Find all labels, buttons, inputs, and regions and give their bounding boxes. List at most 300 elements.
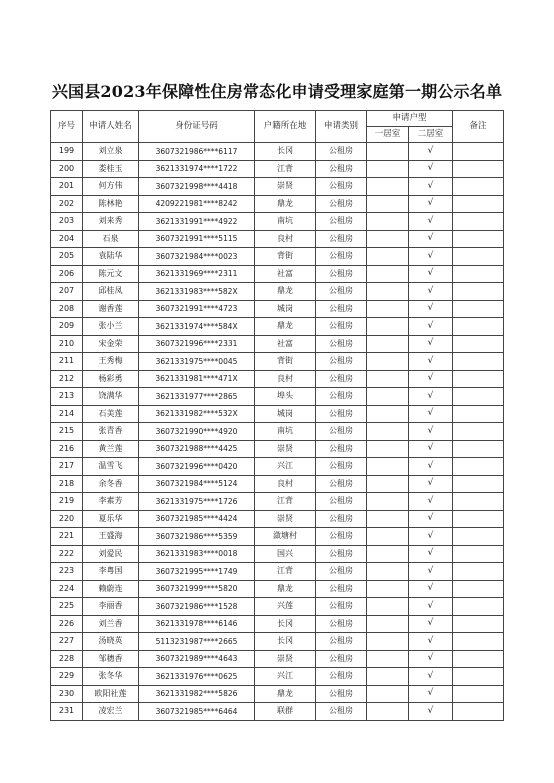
cell-origin: 鼎龙 [255, 318, 316, 336]
cell-remark [453, 370, 504, 388]
cell-id-number: 4209221981****8242 [139, 195, 255, 213]
table-row [51, 458, 504, 476]
cell-category: 公租房 [316, 545, 367, 563]
cell-two-room: √ [409, 615, 453, 633]
table-row [51, 178, 504, 196]
cell-no: 204 [51, 230, 83, 248]
cell-origin: 联群 [255, 703, 316, 721]
cell-category: 公租房 [316, 528, 367, 546]
cell-two-room: √ [409, 545, 453, 563]
cell-one-room [367, 458, 409, 476]
cell-one-room [367, 475, 409, 493]
cell-category: 公租房 [316, 563, 367, 581]
cell-two-room: √ [409, 528, 453, 546]
cell-origin: 良村 [255, 230, 316, 248]
cell-id-number: 3621331983****582X [139, 283, 255, 301]
cell-id-number: 3607321998****4418 [139, 178, 255, 196]
table-row [51, 405, 504, 423]
cell-two-room: √ [409, 458, 453, 476]
cell-no: 220 [51, 510, 83, 528]
cell-category: 公租房 [316, 353, 367, 371]
cell-two-room: √ [409, 195, 453, 213]
cell-two-room: √ [409, 510, 453, 528]
cell-one-room [367, 230, 409, 248]
table-row [51, 300, 504, 318]
cell-name: 夏乐华 [83, 510, 139, 528]
cell-name: 李丽香 [83, 598, 139, 616]
table-header [51, 111, 504, 143]
cell-one-room [367, 685, 409, 703]
cell-origin: 鼎龙 [255, 685, 316, 703]
cell-one-room [367, 423, 409, 441]
cell-category: 公租房 [316, 440, 367, 458]
cell-name: 谢香莲 [83, 300, 139, 318]
cell-id-number: 3621331975****0045 [139, 353, 255, 371]
cell-name: 刘立泉 [83, 143, 139, 161]
cell-id-number: 3621331978****6146 [139, 615, 255, 633]
cell-name: 杨彩勇 [83, 370, 139, 388]
cell-remark [453, 598, 504, 616]
cell-origin: 长冈 [255, 615, 316, 633]
cell-origin: 崇贤 [255, 440, 316, 458]
cell-one-room [367, 195, 409, 213]
table-row [51, 230, 504, 248]
cell-one-room [367, 405, 409, 423]
cell-origin: 鼎龙 [255, 195, 316, 213]
cell-one-room [367, 650, 409, 668]
cell-no: 216 [51, 440, 83, 458]
cell-two-room: √ [409, 300, 453, 318]
cell-one-room [367, 283, 409, 301]
cell-two-room: √ [409, 213, 453, 231]
cell-id-number: 3607321986****1528 [139, 598, 255, 616]
cell-name: 黄兰莲 [83, 440, 139, 458]
cell-name: 娄桂玉 [83, 160, 139, 178]
cell-origin: 埠头 [255, 388, 316, 406]
cell-origin: 崇贤 [255, 178, 316, 196]
table-row [51, 318, 504, 336]
cell-category: 公租房 [316, 685, 367, 703]
cell-two-room: √ [409, 353, 453, 371]
cell-id-number: 3621331982****5826 [139, 685, 255, 703]
cell-no: 214 [51, 405, 83, 423]
cell-id-number: 3607321999****5820 [139, 580, 255, 598]
cell-origin: 良村 [255, 475, 316, 493]
cell-name: 石美莲 [83, 405, 139, 423]
cell-remark [453, 650, 504, 668]
cell-one-room [367, 265, 409, 283]
cell-one-room [367, 353, 409, 371]
header-two-room: 二居室 [409, 127, 453, 143]
cell-one-room [367, 318, 409, 336]
table-row [51, 248, 504, 266]
cell-name: 宋金荣 [83, 335, 139, 353]
cell-name: 刘爱民 [83, 545, 139, 563]
cell-one-room [367, 160, 409, 178]
cell-no: 212 [51, 370, 83, 388]
cell-name: 石泉 [83, 230, 139, 248]
cell-name: 赖蔚连 [83, 580, 139, 598]
cell-origin: 崇贤 [255, 510, 316, 528]
cell-two-room: √ [409, 370, 453, 388]
cell-remark [453, 458, 504, 476]
cell-name: 李粤国 [83, 563, 139, 581]
cell-no: 229 [51, 668, 83, 686]
cell-no: 223 [51, 563, 83, 581]
table-row [51, 598, 504, 616]
cell-one-room [367, 370, 409, 388]
cell-remark [453, 563, 504, 581]
cell-origin: 背街 [255, 353, 316, 371]
cell-remark [453, 405, 504, 423]
cell-name: 凌宏兰 [83, 703, 139, 721]
cell-one-room [367, 178, 409, 196]
cell-one-room [367, 510, 409, 528]
cell-category: 公租房 [316, 475, 367, 493]
cell-id-number: 3621331982****532X [139, 405, 255, 423]
cell-name: 张小兰 [83, 318, 139, 336]
cell-origin: 鼎龙 [255, 283, 316, 301]
cell-category: 公租房 [316, 283, 367, 301]
table-row [51, 423, 504, 441]
cell-name: 王盛海 [83, 528, 139, 546]
cell-no: 219 [51, 493, 83, 511]
cell-one-room [367, 248, 409, 266]
table-row [51, 195, 504, 213]
cell-category: 公租房 [316, 668, 367, 686]
cell-one-room [367, 388, 409, 406]
cell-id-number: 3607321989****4643 [139, 650, 255, 668]
cell-two-room: √ [409, 440, 453, 458]
table-row [51, 160, 504, 178]
cell-no: 199 [51, 143, 83, 161]
cell-remark [453, 668, 504, 686]
cell-one-room [367, 703, 409, 721]
cell-origin: 长冈 [255, 143, 316, 161]
cell-category: 公租房 [316, 195, 367, 213]
cell-no: 230 [51, 685, 83, 703]
cell-name: 张青香 [83, 423, 139, 441]
table-row [51, 143, 504, 161]
cell-remark [453, 160, 504, 178]
cell-no: 231 [51, 703, 83, 721]
table-row [51, 615, 504, 633]
cell-remark [453, 528, 504, 546]
cell-name: 刘兰香 [83, 615, 139, 633]
table-row [51, 563, 504, 581]
cell-no: 217 [51, 458, 83, 476]
cell-origin: 兴莲 [255, 598, 316, 616]
cell-two-room: √ [409, 493, 453, 511]
cell-no: 227 [51, 633, 83, 651]
cell-two-room: √ [409, 650, 453, 668]
document-title: 兴国县2023年保障性住房常态化申请受理家庭第一期公示名单 [51, 82, 503, 101]
cell-category: 公租房 [316, 143, 367, 161]
table-row [51, 580, 504, 598]
table-row [51, 650, 504, 668]
cell-one-room [367, 143, 409, 161]
cell-category: 公租房 [316, 423, 367, 441]
cell-origin: 兴江 [255, 668, 316, 686]
cell-no: 202 [51, 195, 83, 213]
cell-no: 208 [51, 300, 83, 318]
cell-id-number: 3607321991****4723 [139, 300, 255, 318]
cell-no: 221 [51, 528, 83, 546]
cell-two-room: √ [409, 160, 453, 178]
cell-id-number: 3607321984****0023 [139, 248, 255, 266]
cell-remark [453, 318, 504, 336]
cell-id-number: 3621331974****1722 [139, 160, 255, 178]
cell-category: 公租房 [316, 458, 367, 476]
cell-no: 211 [51, 353, 83, 371]
table-row [51, 283, 504, 301]
cell-two-room: √ [409, 685, 453, 703]
cell-remark [453, 510, 504, 528]
cell-remark [453, 493, 504, 511]
cell-name: 邱桂凤 [83, 283, 139, 301]
cell-category: 公租房 [316, 213, 367, 231]
header-layout-group: 申请户型 [367, 111, 453, 127]
cell-remark [453, 143, 504, 161]
cell-one-room [367, 213, 409, 231]
cell-remark [453, 300, 504, 318]
cell-origin: 南坑 [255, 213, 316, 231]
cell-remark [453, 353, 504, 371]
cell-no: 210 [51, 335, 83, 353]
header-no: 序号 [51, 111, 83, 143]
header-category: 申请类别 [316, 111, 367, 143]
cell-two-room: √ [409, 475, 453, 493]
table-row [51, 388, 504, 406]
cell-id-number: 3621331991****4922 [139, 213, 255, 231]
header-remark: 备注 [453, 111, 504, 143]
cell-remark [453, 440, 504, 458]
cell-category: 公租房 [316, 405, 367, 423]
cell-no: 224 [51, 580, 83, 598]
cell-remark [453, 475, 504, 493]
cell-id-number: 5113231987****2665 [139, 633, 255, 651]
cell-category: 公租房 [316, 178, 367, 196]
cell-name: 张冬华 [83, 668, 139, 686]
cell-id-number: 3607321996****2331 [139, 335, 255, 353]
cell-remark [453, 388, 504, 406]
table-row [51, 510, 504, 528]
cell-origin: 潋塘村 [255, 528, 316, 546]
cell-remark [453, 283, 504, 301]
cell-origin: 江背 [255, 160, 316, 178]
cell-id-number: 3607321985****6464 [139, 703, 255, 721]
cell-id-number: 3607321986****5359 [139, 528, 255, 546]
cell-name: 陈林艳 [83, 195, 139, 213]
cell-origin: 社富 [255, 265, 316, 283]
cell-two-room: √ [409, 563, 453, 581]
cell-id-number: 3621331976****0625 [139, 668, 255, 686]
table-row [51, 545, 504, 563]
cell-one-room [367, 440, 409, 458]
cell-remark [453, 195, 504, 213]
cell-two-room: √ [409, 318, 453, 336]
cell-one-room [367, 615, 409, 633]
cell-name: 饶满华 [83, 388, 139, 406]
cell-category: 公租房 [316, 230, 367, 248]
cell-two-room: √ [409, 423, 453, 441]
cell-category: 公租房 [316, 598, 367, 616]
cell-two-room: √ [409, 668, 453, 686]
table-row [51, 353, 504, 371]
cell-two-room: √ [409, 283, 453, 301]
cell-origin: 江背 [255, 493, 316, 511]
cell-category: 公租房 [316, 388, 367, 406]
cell-name: 余冬香 [83, 475, 139, 493]
cell-remark [453, 685, 504, 703]
cell-origin: 城岗 [255, 405, 316, 423]
header-one-room: 一居室 [367, 127, 409, 143]
cell-no: 206 [51, 265, 83, 283]
cell-no: 200 [51, 160, 83, 178]
cell-name: 陈元文 [83, 265, 139, 283]
cell-one-room [367, 598, 409, 616]
cell-one-room [367, 545, 409, 563]
table-row [51, 493, 504, 511]
cell-id-number: 3621331977****2865 [139, 388, 255, 406]
cell-origin: 长冈 [255, 633, 316, 651]
table-row [51, 703, 504, 721]
cell-no: 215 [51, 423, 83, 441]
cell-one-room [367, 633, 409, 651]
cell-category: 公租房 [316, 300, 367, 318]
cell-category: 公租房 [316, 370, 367, 388]
cell-origin: 良村 [255, 370, 316, 388]
cell-id-number: 3607321996****0420 [139, 458, 255, 476]
cell-id-number: 3621331981****471X [139, 370, 255, 388]
cell-category: 公租房 [316, 633, 367, 651]
header-name: 申请人姓名 [83, 111, 139, 143]
cell-category: 公租房 [316, 510, 367, 528]
table-row [51, 633, 504, 651]
cell-two-room: √ [409, 703, 453, 721]
cell-no: 205 [51, 248, 83, 266]
cell-two-room: √ [409, 230, 453, 248]
cell-no: 213 [51, 388, 83, 406]
cell-category: 公租房 [316, 265, 367, 283]
cell-name: 王秀梅 [83, 353, 139, 371]
cell-category: 公租房 [316, 615, 367, 633]
cell-remark [453, 545, 504, 563]
cell-remark [453, 265, 504, 283]
cell-remark [453, 580, 504, 598]
cell-category: 公租房 [316, 493, 367, 511]
cell-no: 207 [51, 283, 83, 301]
cell-category: 公租房 [316, 650, 367, 668]
cell-one-room [367, 528, 409, 546]
cell-category: 公租房 [316, 580, 367, 598]
cell-remark [453, 633, 504, 651]
cell-category: 公租房 [316, 160, 367, 178]
table-row [51, 685, 504, 703]
cell-name: 袁陆华 [83, 248, 139, 266]
cell-two-room: √ [409, 178, 453, 196]
table-row [51, 265, 504, 283]
cell-remark [453, 230, 504, 248]
cell-id-number: 3607321988****4425 [139, 440, 255, 458]
cell-id-number: 3607321995****1749 [139, 563, 255, 581]
cell-no: 201 [51, 178, 83, 196]
cell-origin: 南坑 [255, 423, 316, 441]
cell-two-room: √ [409, 405, 453, 423]
table-row [51, 335, 504, 353]
cell-two-room: √ [409, 248, 453, 266]
cell-category: 公租房 [316, 248, 367, 266]
cell-origin: 鼎龙 [255, 580, 316, 598]
cell-id-number: 3607321984****5124 [139, 475, 255, 493]
cell-remark [453, 335, 504, 353]
cell-origin: 背街 [255, 248, 316, 266]
cell-category: 公租房 [316, 318, 367, 336]
cell-name: 刘来秀 [83, 213, 139, 231]
table-body [51, 143, 504, 721]
cell-two-room: √ [409, 633, 453, 651]
cell-origin: 国兴 [255, 545, 316, 563]
cell-category: 公租房 [316, 335, 367, 353]
cell-origin: 社富 [255, 335, 316, 353]
cell-one-room [367, 668, 409, 686]
cell-no: 226 [51, 615, 83, 633]
cell-origin: 崇贤 [255, 650, 316, 668]
cell-no: 225 [51, 598, 83, 616]
header-id: 身份证号码 [139, 111, 255, 143]
cell-two-room: √ [409, 580, 453, 598]
cell-no: 203 [51, 213, 83, 231]
cell-remark [453, 703, 504, 721]
public-notice-table [50, 110, 504, 721]
cell-no: 222 [51, 545, 83, 563]
table-row [51, 668, 504, 686]
cell-one-room [367, 580, 409, 598]
cell-remark [453, 615, 504, 633]
cell-origin: 兴江 [255, 458, 316, 476]
cell-two-room: √ [409, 265, 453, 283]
cell-remark [453, 248, 504, 266]
cell-id-number: 3621331974****584X [139, 318, 255, 336]
cell-one-room [367, 493, 409, 511]
cell-id-number: 3621331969****2311 [139, 265, 255, 283]
cell-two-room: √ [409, 598, 453, 616]
table-row [51, 440, 504, 458]
header-origin: 户籍所在地 [255, 111, 316, 143]
cell-one-room [367, 563, 409, 581]
cell-id-number: 3607321985****4424 [139, 510, 255, 528]
cell-origin: 城岗 [255, 300, 316, 318]
cell-id-number: 3607321991****5115 [139, 230, 255, 248]
cell-one-room [367, 300, 409, 318]
cell-remark [453, 178, 504, 196]
cell-name: 温雪飞 [83, 458, 139, 476]
cell-id-number: 3621331983****0018 [139, 545, 255, 563]
cell-no: 218 [51, 475, 83, 493]
cell-no: 228 [51, 650, 83, 668]
cell-name: 李素芳 [83, 493, 139, 511]
table-row [51, 213, 504, 231]
cell-name: 邹穗香 [83, 650, 139, 668]
table-row [51, 475, 504, 493]
cell-id-number: 3607321990****4920 [139, 423, 255, 441]
cell-id-number: 3621331975****1726 [139, 493, 255, 511]
cell-no: 209 [51, 318, 83, 336]
cell-two-room: √ [409, 388, 453, 406]
cell-name: 汤晓英 [83, 633, 139, 651]
cell-name: 欧阳社莲 [83, 685, 139, 703]
cell-origin: 江背 [255, 563, 316, 581]
